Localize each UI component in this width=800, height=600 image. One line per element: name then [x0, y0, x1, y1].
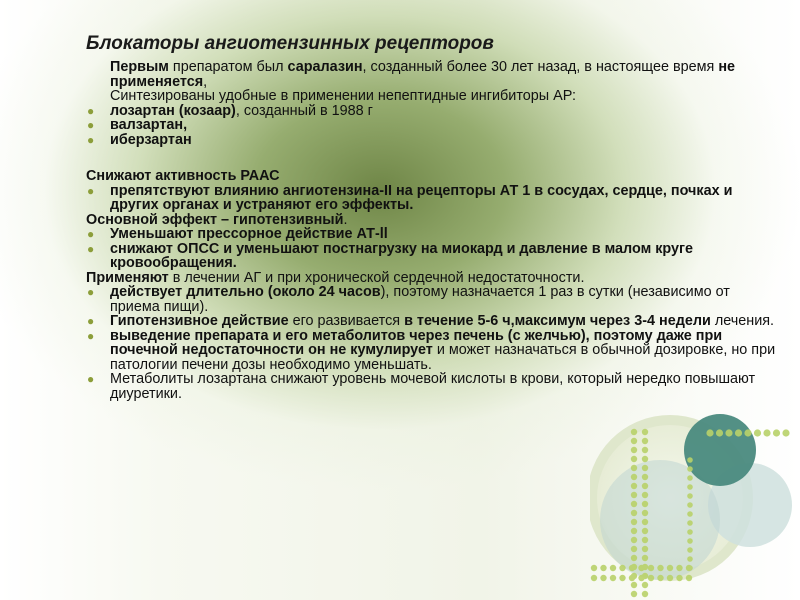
section-heading: [86, 169, 776, 184]
decorative-dot: [642, 555, 648, 561]
text-run: и может назначаться в обычной дозировке, но при патологии печени дозы необходимо уменьшать.: [110, 342, 776, 373]
decorative-dot: [744, 429, 751, 436]
decorative-dot: [631, 474, 637, 480]
decorative-dot: [629, 575, 635, 581]
decorative-dot: [687, 475, 693, 481]
decorative-dot: [619, 575, 625, 581]
dark-teal-circle: [684, 414, 756, 486]
bullet-item: [86, 104, 776, 119]
decorative-dot: [782, 429, 789, 436]
bullet-item: [86, 118, 776, 133]
bullet-item: [86, 285, 776, 314]
decorative-dot: [600, 575, 606, 581]
text-run: ,: [203, 73, 208, 90]
decorative-dot: [687, 457, 693, 463]
decorative-dot: [687, 520, 693, 526]
decorative-circles-graphic: [590, 370, 800, 600]
decorative-dot: [631, 429, 637, 435]
decorative-dot: [631, 501, 637, 507]
decorative-dot: [648, 575, 654, 581]
decorative-dot: [725, 429, 732, 436]
decorative-dot: [642, 582, 648, 588]
text-run: .: [343, 211, 348, 228]
decorative-dot: [631, 582, 637, 588]
decorative-dot: [591, 575, 597, 581]
decorative-dot: [657, 575, 663, 581]
text-run: иберзартан: [110, 131, 192, 148]
text-run: саралазин: [287, 59, 363, 75]
bullet-item: [86, 329, 776, 373]
decorative-dot: [642, 465, 648, 471]
bullet-item: [86, 133, 776, 148]
slide-content: [86, 60, 776, 401]
decorative-dot: [591, 565, 597, 571]
text-run: , созданный в 1988 г: [235, 102, 373, 119]
decorative-dot: [687, 502, 693, 508]
spacer: [86, 147, 776, 169]
bullet-item: [86, 184, 776, 213]
text-run: валзартан,: [110, 117, 188, 133]
decorative-dot: [631, 438, 637, 444]
decorative-dot: [667, 575, 673, 581]
paragraph-line: [86, 60, 776, 89]
decorative-dot: [642, 546, 648, 552]
decorative-dot: [631, 483, 637, 489]
text-run: Гипотензивное действие: [110, 313, 289, 329]
text-run: выведение препарата и его метаболитов через печень (с желчью), поэтому даже при почечной недостаточности он не кумулирует: [110, 327, 723, 358]
decorative-dot: [631, 519, 637, 525]
text-run: препаратом был: [168, 59, 288, 75]
text-run: Основной эффект – гипотензивный: [86, 211, 344, 228]
decorative-dot: [686, 575, 692, 581]
decorative-dot: [631, 465, 637, 471]
bullet-item: [86, 242, 776, 271]
bullet-item: [86, 314, 776, 329]
decorative-dot: [667, 565, 673, 571]
decorative-dot: [631, 591, 637, 597]
text-run: лечения.: [710, 313, 775, 329]
text-run: Первым: [110, 59, 169, 75]
decorative-dot: [610, 565, 616, 571]
decorative-dot: [754, 429, 761, 436]
decorative-dot: [638, 565, 644, 571]
decorative-dot: [642, 501, 648, 507]
decorative-dot: [642, 528, 648, 534]
bullet-item: [86, 227, 776, 242]
decorative-dot: [642, 447, 648, 453]
decorative-dot: [631, 546, 637, 552]
text-run: Снижают активность РААС: [86, 168, 280, 184]
decorative-dot: [687, 538, 693, 544]
decorative-dot: [619, 565, 625, 571]
paragraph-line: [86, 89, 776, 104]
decorative-dot: [642, 492, 648, 498]
decorative-dot: [638, 575, 644, 581]
decorative-dot: [629, 565, 635, 571]
decorative-dot: [642, 483, 648, 489]
decorative-dot: [687, 484, 693, 490]
decorative-dot: [642, 438, 648, 444]
decorative-dot: [716, 429, 723, 436]
text-run: Синтезированы удобные в применении непептидные ингибиторы АР:: [110, 88, 576, 104]
decorative-dot: [648, 565, 654, 571]
decorative-dot: [642, 519, 648, 525]
decorative-dot: [631, 456, 637, 462]
text-run: , созданный более 30 лет назад, в настоящее время: [362, 59, 719, 75]
decorative-dot: [642, 474, 648, 480]
decorative-dot: [631, 555, 637, 561]
decorative-dot: [735, 429, 742, 436]
text-run: в течение 5-6 ч,максимум через 3-4 недели: [404, 313, 711, 329]
decorative-dot: [763, 429, 770, 436]
decorative-dot: [687, 493, 693, 499]
decorative-dot: [642, 429, 648, 435]
decorative-dot: [631, 528, 637, 534]
decorative-dot: [687, 547, 693, 553]
decorative-dot: [642, 591, 648, 597]
decorative-dot: [687, 529, 693, 535]
decorative-dot: [706, 429, 713, 436]
text-run: не применяется: [110, 59, 736, 90]
decorative-dot: [642, 537, 648, 543]
decorative-dot: [687, 556, 693, 562]
decorative-dot: [631, 447, 637, 453]
decorative-dot: [686, 565, 692, 571]
section-heading: [86, 271, 776, 286]
decorative-dot: [676, 565, 682, 571]
slide-title: Блокаторы ангиотензинных рецепторов: [86, 33, 494, 54]
text-run: в лечении АГ и при хронической сердечной недостаточности.: [168, 269, 585, 286]
decorative-dot: [610, 575, 616, 581]
text-run: Применяют: [86, 269, 169, 286]
bullet-item: [86, 372, 776, 401]
text-run: ), поэтому назначается 1 раз в сутки (независимо от приема пищи).: [110, 284, 730, 315]
decorative-dot: [642, 510, 648, 516]
text-run: Метаболиты лозартана снижают уровень мочевой кислоты в крови, который нередко повышают диуретики.: [110, 371, 756, 402]
text-run: Уменьшают прессорное действие АТ-ll: [110, 226, 388, 242]
decorative-dot: [676, 575, 682, 581]
decorative-dot: [631, 537, 637, 543]
text-run: его развивается: [288, 313, 405, 329]
decorative-dot: [631, 492, 637, 498]
section-heading: [86, 213, 776, 228]
decorative-dot: [600, 565, 606, 571]
text-run: действует длительно (около 24 часов: [110, 284, 381, 300]
decorative-dot: [657, 565, 663, 571]
text-run: препятствуют влиянию ангиотензина-II на рецепторы АТ 1 в сосудах, сердце, почках и других органах и устраняют его эффекты.: [110, 182, 733, 213]
decorative-dot: [687, 466, 693, 472]
decorative-dot: [642, 456, 648, 462]
decorative-dot: [773, 429, 780, 436]
decorative-dot: [631, 510, 637, 516]
text-run: лозартан (козаар): [110, 102, 236, 119]
decorative-dot: [687, 511, 693, 517]
text-run: снижают ОПСС и уменьшают постнагрузку на миокард и давление в малом круге кровообращения.: [110, 240, 694, 271]
